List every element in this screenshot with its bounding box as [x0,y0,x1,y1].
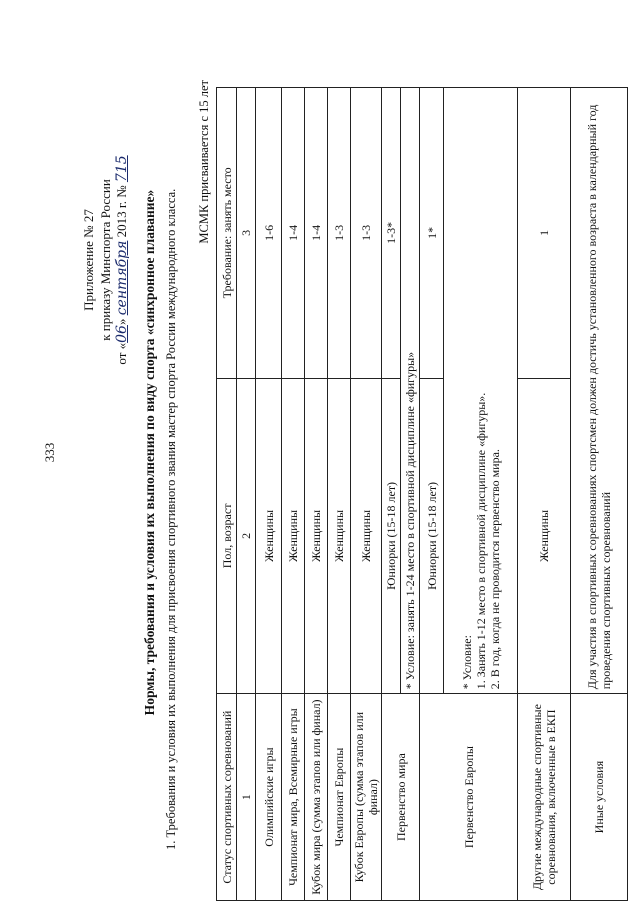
table-row [571,88,628,901]
date-month-handwritten: сентября [114,240,130,316]
date-mid: » [114,315,129,326]
condition-note [444,88,518,694]
status-cell: Чемпионат мира, Всемирные игры [282,694,305,901]
conditions-text: Для участия в спортивных соревнованиях спортсмен должен достичь установленного возраста в календарный год проведения спортивных соревнований [571,88,628,694]
condition-line: 1. Занять 1-12 место в спортивной дисциплине «фигуры». [473,392,488,690]
header-gender-age: Пол, возраст [217,378,237,694]
table-number-row [237,88,256,901]
page-number: 333 [42,442,57,463]
place-cell: 1 [518,88,571,379]
gender-cell: Юниорки (15-18 лет) [420,378,444,694]
condition-line: 2. В год, когда не проводится первенство мира. [487,449,502,690]
gender-cell: Юниорки (15-18 лет) [382,378,401,694]
header-place: Требование: занять место [217,88,237,379]
status-cell: Кубок мира (сумма этапов или финал) [305,694,328,901]
gender-cell: Женщины [351,378,382,694]
status-cell: Первенство Европы [420,694,518,901]
place-cell: 1-6 [256,88,282,379]
table-row [420,88,444,901]
gender-cell: Женщины [282,378,305,694]
place-cell: 1-4 [305,88,328,379]
place-cell: 1* [420,88,444,379]
table-row [328,88,351,901]
table-row [256,88,282,901]
appendix-line-1: Приложение № 27 [81,209,96,311]
requirements-table [216,87,628,901]
date-day-handwritten: 06 [114,325,130,343]
table-row [282,88,305,901]
place-cell: 1-3 [328,88,351,379]
date-year: 2013 г. № [114,182,129,241]
document-title: Нормы, требования и условия их выполнения по виду спорта «синхронное плавание» [142,189,157,716]
table-row [518,88,571,901]
status-cell: Чемпионат Европы [328,694,351,901]
order-number-handwritten: 715 [114,155,130,183]
gender-cell: Женщины [518,378,571,694]
table-row [305,88,328,901]
gender-cell: Женщины [328,378,351,694]
intro-paragraph: 1. Требования и условия их выполнения для присвоения спортивного звания мастер спорта России международного класса. [164,188,178,850]
gender-cell: Женщины [305,378,328,694]
appendix-line-2: к приказу Минспорта России [98,179,113,341]
status-cell: Первенство мира [382,694,420,901]
condition-line: * Условие: [459,635,474,690]
appendix-date-line [113,110,131,410]
table-row [382,88,401,901]
condition-note: * Условие: занять 1-24 место в спортивной дисциплине «фигуры» [401,88,420,694]
gender-cell: Женщины [256,378,282,694]
status-cell: Олимпийские игры [256,694,282,901]
header-status: Статус спортивных соревнований [217,694,237,901]
column-number: 1 [237,694,256,901]
status-cell: Другие международные спортивные соревнования, включенные в ЕКП [518,694,571,901]
status-cell: Кубок Европы (сумма этапов или финал) [351,694,382,901]
column-number: 3 [237,88,256,379]
date-prefix: от « [114,342,129,365]
table-row [351,88,382,901]
column-number: 2 [237,378,256,694]
table-header-row [217,88,237,901]
place-cell: 1-4 [282,88,305,379]
place-cell: 1-3 [351,88,382,379]
place-cell: 1-3* [382,88,401,379]
msmk-age-note: МСМК присваивается с 15 лет [197,80,211,244]
status-cell: Иные условия [571,694,628,901]
